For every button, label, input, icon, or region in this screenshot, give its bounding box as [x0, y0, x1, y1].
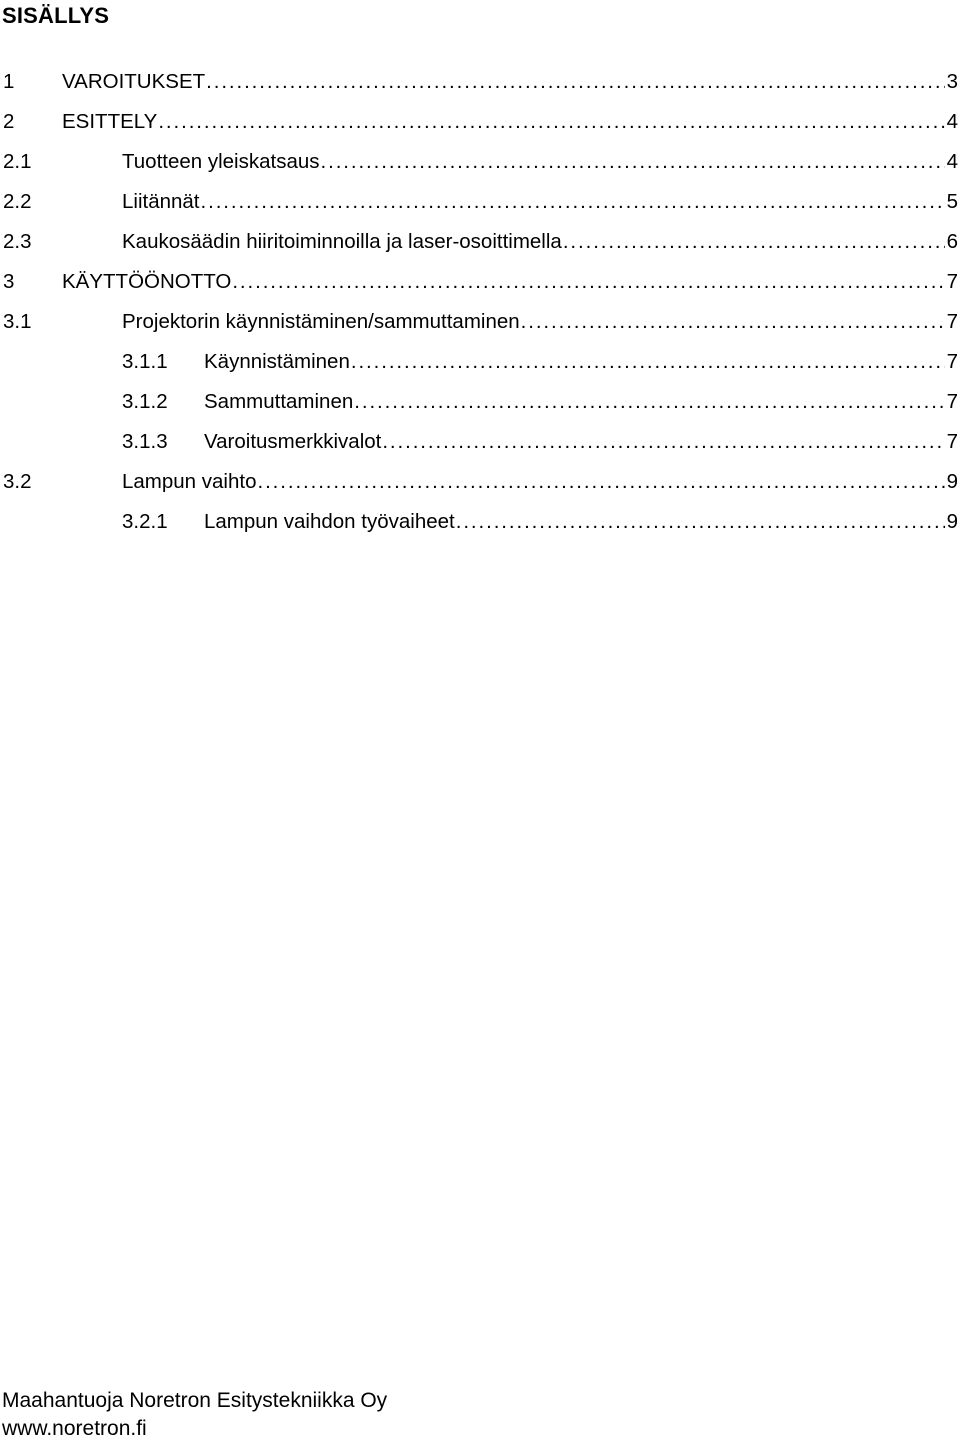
toc-entry-kaynnistaminen[interactable]: [0, 348, 960, 388]
dot-leader: [158, 108, 944, 136]
toc-entry-page: 9: [946, 470, 958, 493]
toc-entry-kayttoonotto[interactable]: [0, 268, 960, 308]
toc-entry-page: 7: [946, 270, 958, 293]
toc-entry-lampun-vaihdon-tyovaiheet[interactable]: [0, 508, 960, 548]
toc-entry-label: KÄYTTÖÖNOTTO: [62, 270, 232, 293]
toc-entry-kaukosaadin[interactable]: [0, 228, 960, 268]
dot-leader: [521, 308, 945, 336]
toc-entry-liitannat[interactable]: [0, 188, 960, 228]
table-of-contents: [0, 68, 960, 548]
toc-entry-page: 6: [946, 230, 958, 253]
dot-leader: [257, 468, 944, 496]
dot-leader: [354, 388, 944, 416]
toc-entry-number: 2: [3, 110, 15, 133]
toc-entry-number: 3: [3, 270, 15, 293]
toc-entry-varoitusmerkkivalot[interactable]: [0, 428, 960, 468]
toc-entry-label: Lampun vaihto: [122, 470, 257, 493]
toc-entry-page: 4: [946, 110, 958, 133]
footer-company: Maahantuoja Noretron Esitystekniikka Oy: [2, 1389, 388, 1412]
toc-entry-number: 3.2: [3, 470, 32, 493]
toc-entry-page: 7: [946, 390, 958, 413]
toc-entry-label: Liitännät: [122, 190, 200, 213]
toc-entry-label: Käynnistäminen: [204, 350, 350, 373]
toc-entry-number: 3.1.1: [122, 350, 168, 373]
toc-entry-esittely[interactable]: [0, 108, 960, 148]
toc-entry-page: 7: [946, 310, 958, 333]
toc-entry-number: 3.2.1: [122, 510, 168, 533]
toc-entry-tuotteen-yleiskatsaus[interactable]: [0, 148, 960, 188]
page-footer: [2, 1387, 387, 1443]
toc-entry-number: 2.2: [3, 190, 32, 213]
dot-leader: [456, 508, 945, 536]
dot-leader: [563, 228, 945, 256]
toc-entry-label: VAROITUKSET: [62, 70, 206, 93]
dot-leader: [321, 148, 945, 176]
toc-entry-number: 3.1.3: [122, 430, 168, 453]
toc-entry-label: Varoitusmerkkivalot: [204, 430, 382, 453]
dot-leader: [206, 68, 944, 96]
toc-entry-projektorin-kaynnistaminen[interactable]: [0, 308, 960, 348]
toc-entry-sammuttaminen[interactable]: [0, 388, 960, 428]
dot-leader: [382, 428, 944, 456]
toc-entry-page: 3: [946, 70, 958, 93]
toc-entry-page: 7: [946, 430, 958, 453]
toc-entry-lampun-vaihto[interactable]: [0, 468, 960, 508]
toc-entry-number: 2.1: [3, 150, 32, 173]
toc-entry-page: 9: [946, 510, 958, 533]
toc-entry-label: Kaukosäädin hiiritoiminnoilla ja laser-osoittimella: [122, 230, 562, 253]
toc-entry-label: Projektorin käynnistäminen/sammuttaminen: [122, 310, 520, 333]
toc-entry-page: 4: [946, 150, 958, 173]
toc-entry-label: Lampun vaihdon työvaiheet: [204, 510, 455, 533]
toc-entry-number: 3.1: [3, 310, 32, 333]
toc-entry-number: 1: [3, 70, 15, 93]
toc-entry-label: Tuotteen yleiskatsaus: [122, 150, 320, 173]
footer-website-link[interactable]: www.noretron.fi: [2, 1417, 147, 1440]
dot-leader: [201, 188, 945, 216]
toc-entry-number: 3.1.2: [122, 390, 168, 413]
toc-entry-page: 5: [946, 190, 958, 213]
toc-title: SISÄLLYS: [2, 3, 110, 28]
dot-leader: [351, 348, 945, 376]
dot-leader: [232, 268, 944, 296]
toc-entry-varoitukset[interactable]: [0, 68, 960, 108]
toc-entry-number: 2.3: [3, 230, 32, 253]
toc-entry-label: ESITTELY: [62, 110, 158, 133]
toc-entry-page: 7: [946, 350, 958, 373]
toc-entry-label: Sammuttaminen: [204, 390, 354, 413]
